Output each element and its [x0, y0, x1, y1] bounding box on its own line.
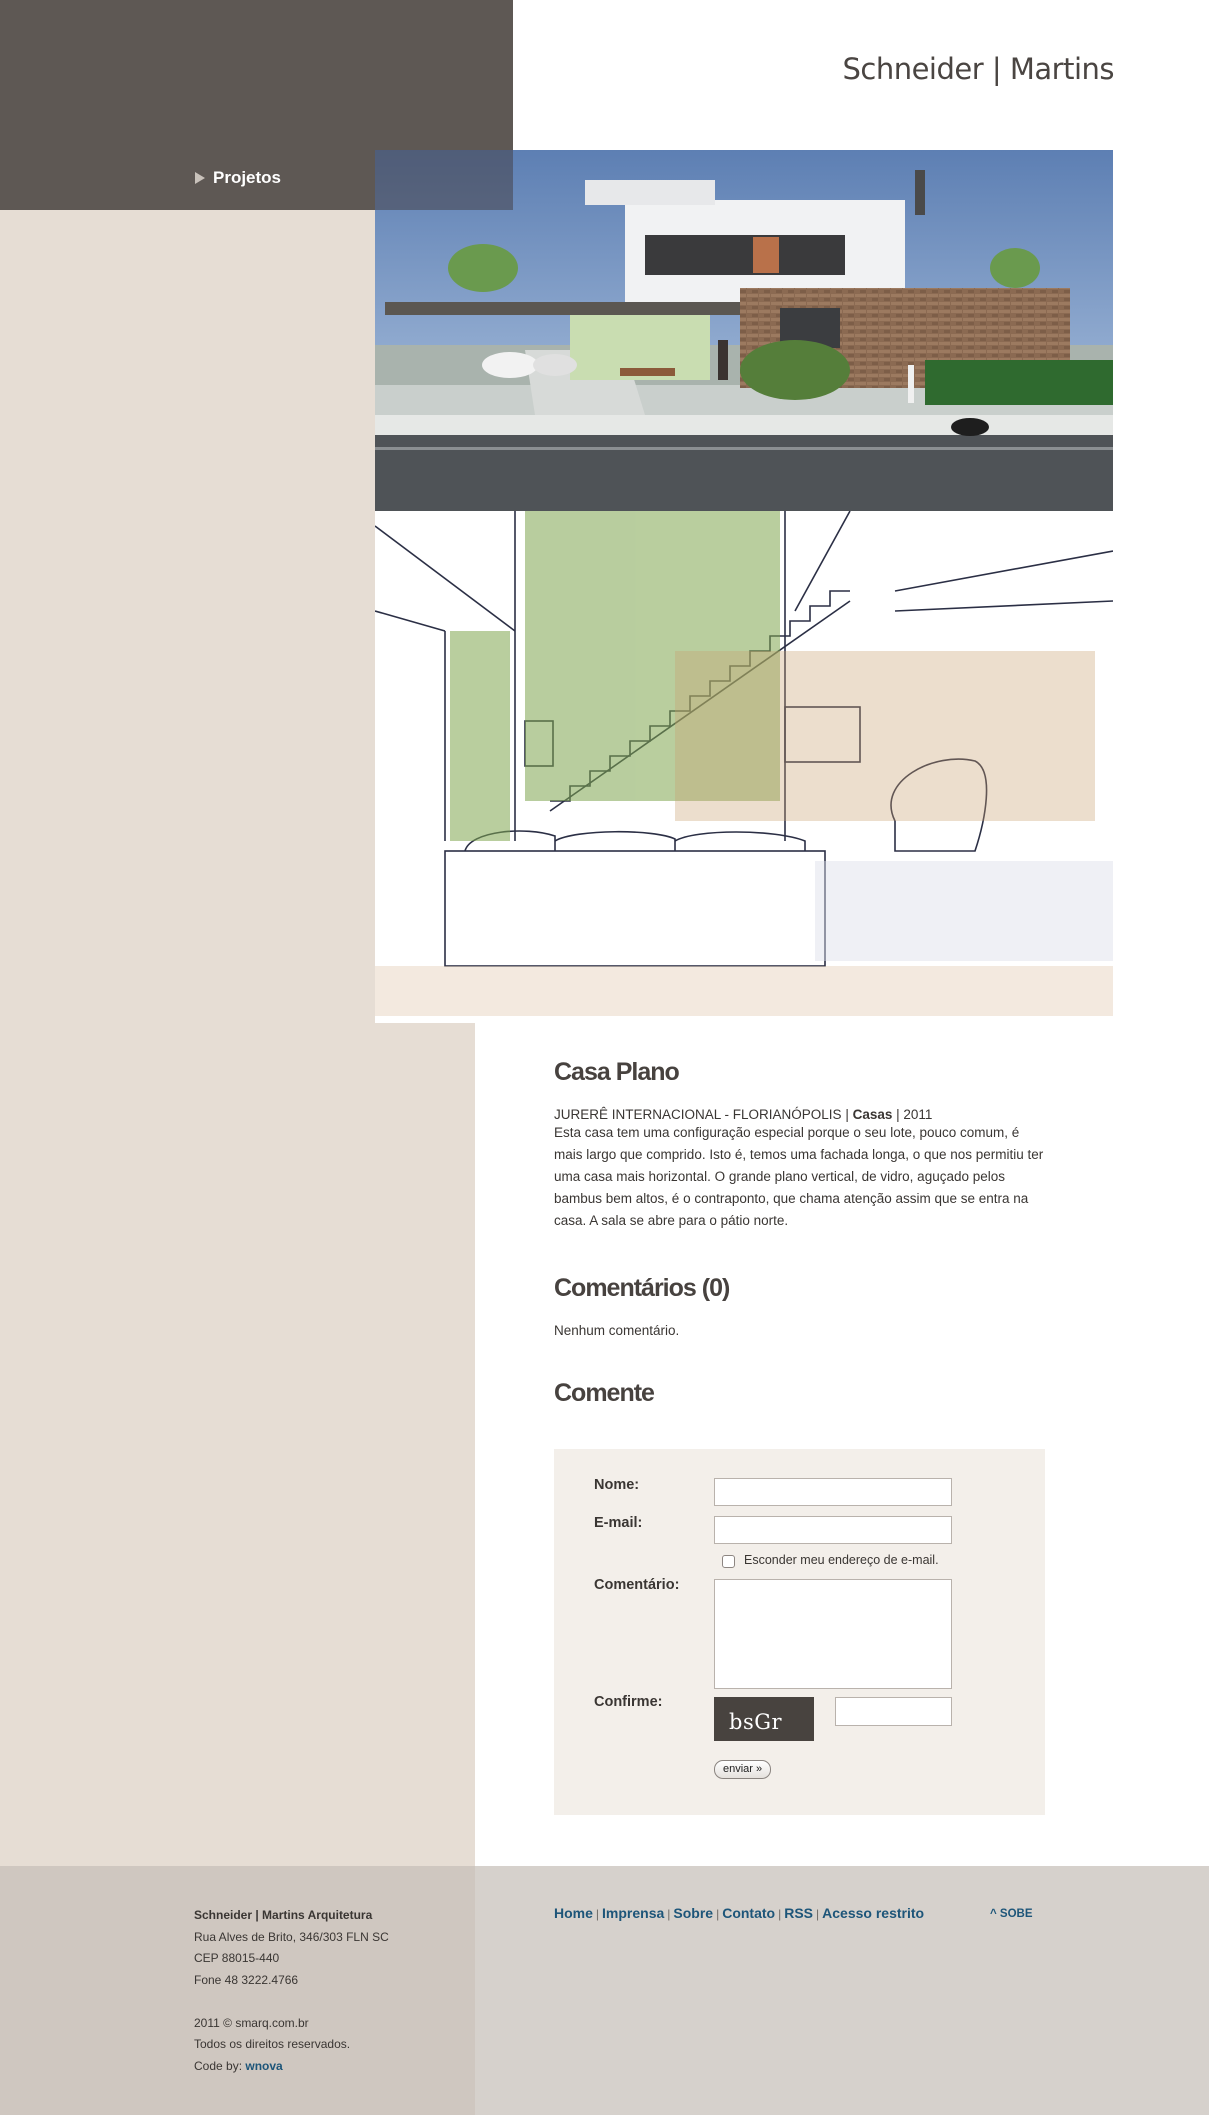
project-meta: [554, 1107, 1045, 1122]
footer-link-rss[interactable]: RSS: [784, 1905, 814, 1921]
no-comments-text: Nenhum comentário.: [554, 1323, 680, 1338]
comment-textarea[interactable]: [714, 1579, 952, 1689]
footer-link-imprensa[interactable]: Imprensa: [602, 1905, 665, 1921]
comment-form-title: Comente: [554, 1379, 654, 1407]
triangle-right-icon: [195, 172, 205, 184]
project-content: [554, 1058, 1045, 1232]
meta-separator: |: [892, 1107, 904, 1122]
footer-code-by: Code by: wnova: [194, 2059, 283, 2073]
footer-link-contato[interactable]: Contato: [722, 1905, 776, 1921]
nav-active-tab: [375, 150, 513, 210]
project-location: JURERÊ INTERNACIONAL - FLORIANÓPOLIS: [554, 1107, 842, 1122]
meta-separator: |: [841, 1107, 853, 1122]
nav-item-projetos[interactable]: [195, 168, 281, 188]
code-by-link[interactable]: wnova: [245, 2059, 283, 2073]
site-logo[interactable]: Schneider | Martins: [842, 52, 1114, 86]
hide-email-checkbox[interactable]: [722, 1555, 735, 1568]
submit-button[interactable]: enviar »: [714, 1760, 771, 1779]
footer-copyright: 2011 © smarq.com.br: [194, 2016, 309, 2030]
hide-email-label: Esconder meu endereço de e-mail.: [744, 1553, 939, 1567]
footer: [0, 1866, 1209, 2115]
project-year: 2011: [903, 1107, 933, 1122]
confirm-label: Confirme:: [594, 1694, 663, 1710]
project-image-sketch: [375, 511, 1113, 1023]
nav-item-label: Projetos: [213, 168, 282, 187]
footer-cep: CEP 88015-440: [194, 1951, 280, 1965]
captcha-input[interactable]: [835, 1697, 952, 1726]
footer-phone: Fone 48 3222.4766: [194, 1973, 299, 1987]
name-input[interactable]: [714, 1478, 952, 1506]
name-label: Nome:: [594, 1477, 640, 1493]
footer-link-home[interactable]: Home: [554, 1905, 593, 1921]
back-to-top-link[interactable]: ^ SOBE: [990, 1908, 1033, 1920]
project-description: Esta casa tem uma configuração especial porque o seu lote, pouco comum, é mais largo que comprido. Isto é, temos uma fachada longa, o que nos permitiu ter uma casa mais horizontal. O grande plano vertical, de vidro, aguçado pelos bambus bem altos, é o contraponto, que chama atenção assim que se entra na casa. A sala se abre para o pátio norte.: [554, 1125, 1044, 1228]
footer-rights: Todos os direitos reservados.: [194, 2037, 351, 2051]
comment-form: [554, 1449, 1045, 1815]
comment-label: Comentário:: [594, 1577, 680, 1593]
footer-link-acesso-restrito[interactable]: Acesso restrito: [822, 1905, 925, 1921]
email-input[interactable]: [714, 1516, 952, 1544]
footer-link-sobre[interactable]: Sobre: [673, 1905, 714, 1921]
email-label: E-mail:: [594, 1515, 643, 1531]
comments-title: Comentários (0): [554, 1274, 730, 1302]
footer-address: Rua Alves de Brito, 346/303 FLN SC: [194, 1930, 389, 1944]
footer-left-panel: [0, 1866, 475, 2115]
footer-nav: Home | Imprensa | Sobre | Contato | RSS | Acesso restrito: [554, 1905, 925, 1921]
project-title: Casa Plano: [554, 1058, 679, 1086]
footer-company: Schneider | Martins Arquitetura: [194, 1908, 373, 1922]
captcha-image: bsGr: [714, 1697, 814, 1741]
project-category[interactable]: Casas: [852, 1107, 893, 1122]
